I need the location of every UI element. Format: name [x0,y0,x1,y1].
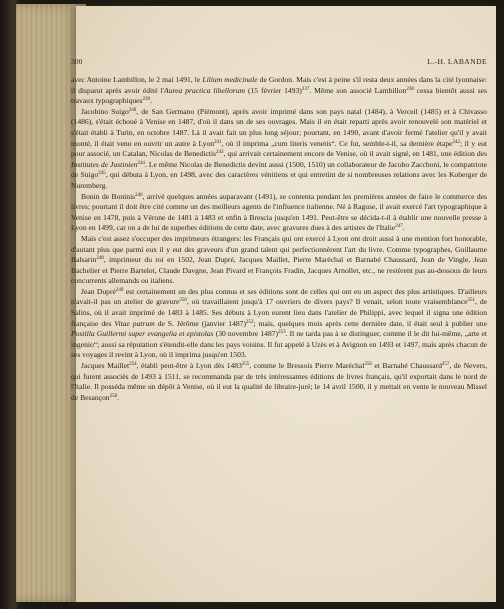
footnote-ref: 243 [216,150,224,156]
footnote-ref: 238 [406,86,414,92]
footnote-ref: 248 [96,256,104,262]
paragraph [71,361,487,403]
italic-title: Institutes de Justinien [71,159,138,169]
text-run: (30 novembre 1487) [213,329,279,339]
footnote-ref: 251 [467,298,476,304]
paragraph [71,192,487,234]
text-run: , de Nevers, qui furent associés de 1493 à 1511, se recommanda par de très intéressantes éditions de livres français, qu'il exportait dans le nord de l'Italie. Il posséda même un dépôt à Venise, où il eut la qualité de libraire-juré; le 14 avril 1500, il y mettait en vente le nouveau Missel de Besançon [71,361,487,402]
italic-title: Aurea practica libellorum [164,85,246,95]
page-number: 300 [71,57,83,66]
text-run: avec Antoine Lambillon, le 2 mai 1491, le [71,75,203,84]
footnote-ref: 256 [364,362,372,368]
text-run: , imprimeur du roi en 1502, Jean Dupré, Jacques Maillet, Pierre Maréchal et Barnabé Chaussard, Jean de Vingle, Jean Bachelier et Pierre Bartelot, Claude Davgne, Jean Pivard et François Fradin, Jacques Arnollet, etc., ne restèrent pas au-dessous de leurs concurrents allemands ou italiens. [71,255,487,286]
text-run: (15 février 1493) [245,85,302,95]
running-head: L.-H. LABANDE [427,57,487,66]
footnote-ref: 239 [142,97,150,103]
italic-title: Vitae patrum [114,318,155,328]
footnote-ref: 249 [115,287,124,293]
text-run: ; mais, quelques mois après cette dernière date, il était seul à publier une [253,318,487,328]
text-run: , établi peut-être à Lyon dès 1483 [136,361,242,371]
text-run: cessa bientôt aussi ses travaux typographiques [71,85,487,106]
footnote-ref: 237 [301,86,310,92]
footnote-ref: 240 [128,107,137,113]
body-text [71,75,487,403]
text-run: Jean Dupré [81,286,116,296]
page-header [71,57,487,69]
paragraph [71,287,487,361]
text-run: . [117,392,119,402]
italic-title: Lilium medicinale [202,75,258,84]
footnote-ref: 242 [452,139,461,145]
footnote-ref: 255 [241,362,250,368]
text-run: et Barnabé Chaussard [371,361,442,371]
text-run: . [402,223,405,233]
text-run: , qui arrivait certainement encore de Venise, où il avait signé, en 1481, une édition des [223,149,487,159]
footnote-ref: 258 [109,393,118,399]
text-run: , où travaillaient jusqu'à 17 ouvriers de divers pays? Il venait, selon toute vraisemblance [186,297,468,307]
text-run: . Même son associé Lambillon [309,85,407,95]
text-run: , où il imprima „cum literis venetis“. Ce fut, semble-t-il, sa dernière étape [221,138,453,148]
footnote-ref: 254 [129,362,137,368]
text-run: ; il y eut pour associé, un Catalan, Nicolas de Benedictis [71,138,487,159]
footnote-ref: 250 [179,298,187,304]
text-run: Bonin de Boninis [81,191,136,201]
text-run: de S. Jérôme (janvier 1487) [154,318,246,328]
text-run: , qui débuta à Lyon, en 1498, avec des caractères vénitiens et qui entretint de si nombreuses relations avec les Koberger de Nuremberg. [71,170,487,190]
text-run: . Le même Nicolas de Benedictis devint aussi (1500, 1510) un collaborateur de Jacobo Zacchoni, le compatriote de Suigo [71,159,487,180]
text-run: . [150,96,152,106]
footnote-ref: 253 [278,330,286,336]
paragraph [71,75,487,107]
footnote-ref: 252 [246,319,254,325]
italic-title: Postilla Guillermi super evangelia et epistolas [71,329,214,339]
footnote-ref: 241 [214,139,222,145]
text-run: Jacques Maillet [81,361,130,371]
footnote-ref: 245 [98,171,106,177]
paragraph [71,234,487,287]
text-run: , arrivé quelques années auparavant (1491), se contenta pendant les premières années de faire le commerce des livres; pourtant il doit être cité comme un des meilleurs agents de l'influence italienne. Né à Raguse, il avait exercé l'art typographique à Venise en 1478, puis à Vérone de 1481 à 1483 et enfin à Brescia jusqu'en 1491. Peut-être se décida-t-il à établir une nouvelle presse à Lyon en 1499, car on a de lui de superbes éditions de cette date, avec gravures dues à des artistes de l'Italie [71,191,487,233]
footnote-ref: 247 [395,224,403,230]
text-run: de Gordon. Mais c'est à peine s'il resta deux années dans la cité lyonnaise: il disparut après avoir édité l' [71,75,487,95]
text-run: , de San Germano (Piémont), après avoir imprimé dans son pays natal (1484), à Verceil (1485) et à Chivasso (1486), s'était échoué à Venise en 1487, d'où il dans un de ses ouvrages. Mais il en était reparti après avoir renouvelé son matériel et s'était établi à Turin, en octobre 1487. Là il avait fait un plus long séjour; pourtant, en 1490, avant d'avoir fermé l'atelier qu'il y avait monté, il était venu en ouvrir un autre à Lyon [71,106,487,148]
footnote-ref: 246 [135,192,143,198]
text-run: , comme le Bressois Pierre Maréchal [249,361,365,371]
text-run: Jacobino Suigo [81,106,129,116]
paragraph [71,107,487,192]
text-run: , de Salins, où il avait imprimé de 1483 à 1485. Ses débuts à Lyon eurent lieu dans l'atelier de Philippi, avec lequel il signa une édition française des [71,297,488,328]
footnote-ref: 244 [137,160,145,166]
footnote-ref: 257 [441,362,450,368]
text-run: Mais c'est assez s'occuper des imprimeurs étrangers: les Français qui ont exercé à Lyon ont droit aussi à une mention fort honorable, d'autant plus que parmi eux il y eut des graveurs d'un grand talent qui perfectionnèrent l'art du livre. Comme typographes, Guillaume Balsarin [71,233,487,265]
text-run: est certainement un des plus connus et ses éditions sont de celles qui ont eu un aspect des plus artistiques. D'ailleurs n'avait-il pas un atelier de gravure [71,286,487,307]
text-run: . Il ne tarda pas à se distinguer, comme il le dit lui-même, „arte et ingenio“; aussi sa réputation s'étendit-elle dans les pays voisins. Il fut appelé à Uzès et à Avignon en 1493 et 1497, mais après chacun de ses voyages il revint à Lyon, où il imprima jusqu'en 1503. [71,329,487,360]
